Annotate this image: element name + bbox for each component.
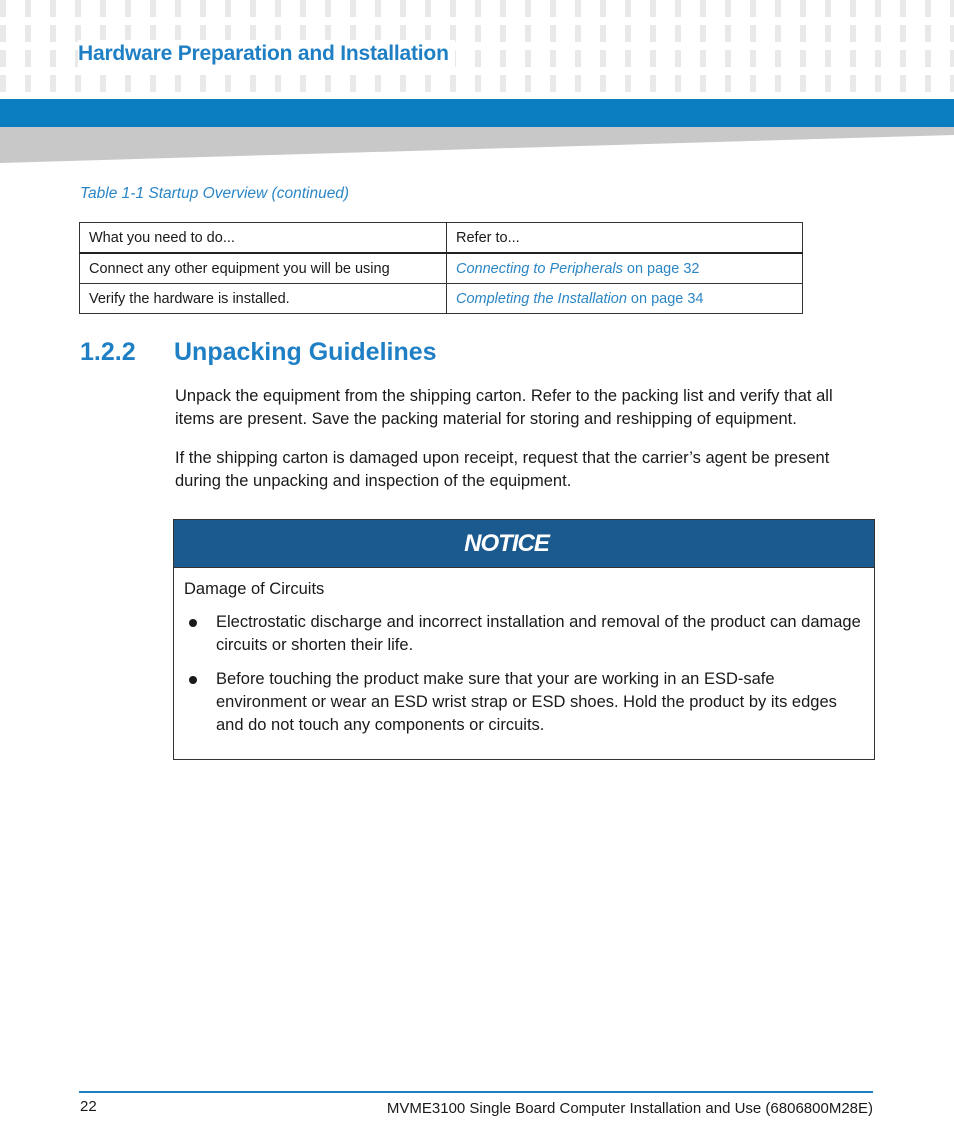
column-header-reference: Refer to...: [447, 223, 803, 254]
table-cell-task: Connect any other equipment you will be using: [80, 253, 447, 284]
section-title: Unpacking Guidelines: [174, 338, 437, 366]
list-item: [184, 668, 864, 737]
column-header-task: What you need to do...: [80, 223, 447, 254]
bullet-icon: [189, 619, 197, 627]
startup-overview-table: [79, 222, 803, 314]
notice-body: [174, 568, 874, 737]
body-paragraph: Unpack the equipment from the shipping carton. Refer to the packing list and verify that all items are present. Save the packing material for storing and reshipping of equipment.: [175, 387, 833, 428]
table-cell-reference: [447, 253, 803, 284]
notice-label: NOTICE: [464, 529, 549, 557]
bullet-icon: [189, 676, 197, 684]
notice-header: [174, 520, 874, 568]
link-page-text: on page 34: [626, 290, 704, 307]
cross-reference-link[interactable]: [456, 291, 704, 307]
list-item-text: Electrostatic discharge and incorrect installation and removal of the product can damage circuits or shorten their life.: [216, 613, 861, 654]
list-item: [184, 611, 864, 657]
table-header-row: [80, 223, 803, 254]
notice-subtitle: Damage of Circuits: [184, 580, 325, 598]
link-target-title: Connecting to Peripherals: [456, 260, 623, 277]
footer-rule: [79, 1091, 873, 1093]
link-page-text: on page 32: [622, 260, 700, 277]
chapter-title: Hardware Preparation and Installation: [78, 40, 455, 68]
table-caption: Table 1-1 Startup Overview (continued): [80, 185, 350, 202]
table-row: [80, 253, 803, 284]
header-blue-band: [0, 99, 954, 127]
table-cell-task: Verify the hardware is installed.: [80, 284, 447, 314]
cross-reference-link[interactable]: [456, 261, 699, 277]
document-title: MVME3100 Single Board Computer Installation and Use (6806800M28E): [386, 1100, 873, 1117]
section-number: 1.2.2: [80, 338, 136, 366]
page-number: 22: [80, 1098, 97, 1115]
notice-box: [173, 519, 875, 760]
header-grey-swoosh: [0, 127, 954, 167]
list-item-text: Before touching the product make sure that your are working in an ESD-safe environment or wear an ESD wrist strap or ESD shoes. Hold the product by its edges and do not touch any components or circuits.: [216, 670, 837, 734]
table-row: [80, 284, 803, 314]
table-cell-reference: [447, 284, 803, 314]
link-target-title: Completing the Installation: [456, 290, 627, 307]
body-paragraph: If the shipping carton is damaged upon receipt, request that the carrier’s agent be present during the unpacking and inspection of the equipment.: [175, 449, 830, 490]
notice-list: [184, 611, 864, 737]
